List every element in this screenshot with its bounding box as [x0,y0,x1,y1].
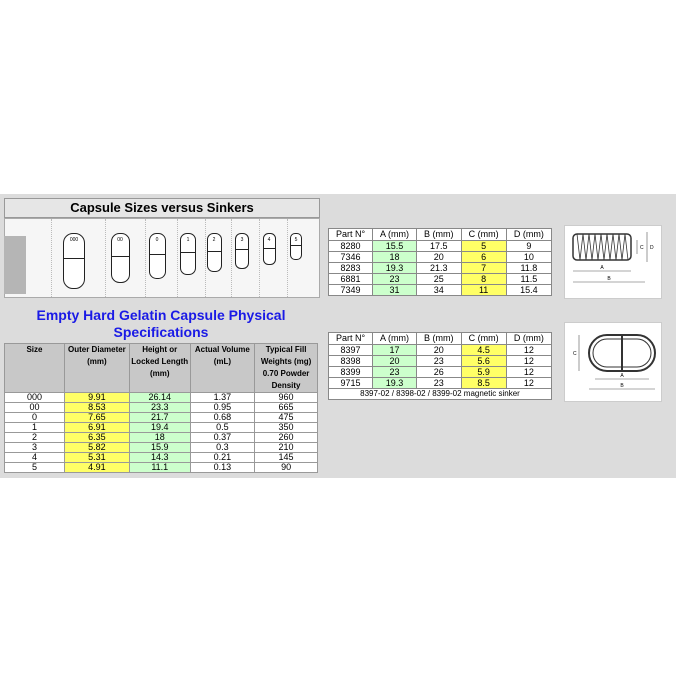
capsule-cell-divider [145,219,146,297]
spec-header-cell: Typical Fill Weights (mg) 0.70 Powder Density [255,344,318,393]
spiral-sinker-drawing [564,225,662,299]
spec-cell: 3 [5,443,65,453]
label-a: A [600,265,604,271]
spec-cell: 18 [129,433,190,443]
sinker-cell: 23 [373,367,417,378]
capsule-cell-divider [287,219,288,297]
sinker-cell: 8.5 [461,378,506,389]
spec-cell: 14.3 [129,453,190,463]
spec-cell: 0.68 [190,413,255,423]
sinker-cell: 20 [416,345,461,356]
sinker-cell: 18 [373,252,417,263]
label-c2: C [573,351,577,357]
sinker-cell: 20 [373,356,417,367]
sinker-cell: 6 [461,252,506,263]
spec-cell: 9.91 [64,393,129,403]
capsule-label: 5 [294,237,298,243]
sinker-cell: 15.4 [506,285,551,296]
capsule-band [236,249,248,250]
sinker-cell: 11.8 [506,263,551,274]
capsule-sizes-panel [4,218,320,298]
capsule-6 [263,233,276,265]
sinker-cell: 12 [506,345,551,356]
spec-cell: 26.14 [129,393,190,403]
spec-cell: 0.21 [190,453,255,463]
capsule-label: 1 [186,237,190,243]
spec-row [5,413,318,423]
sinker-cell: 21.3 [416,263,461,274]
sinker-cell: 19.3 [373,263,417,274]
spec-cell: 11.1 [129,463,190,473]
sinker-header-cell: Part N° [329,333,373,345]
gray-block [4,236,26,294]
spec-header-cell: Actual Volume (mL) [190,344,255,393]
sinker-cell: 8397 [329,345,373,356]
spec-cell: 5.31 [64,453,129,463]
spec-cell: 21.7 [129,413,190,423]
sinker-header-row [329,229,552,241]
sinker-row [329,285,552,296]
spec-header-cell: Height or Locked Length (mm) [129,344,190,393]
sinker-header-cell: A (mm) [373,229,417,241]
sinker-row [329,378,552,389]
capsule-7 [290,233,302,260]
spec-cell: 145 [255,453,318,463]
capsule-label: 0 [155,237,159,243]
spec-row [5,453,318,463]
sinker-note: 8397-02 / 8398-02 / 8399-02 magnetic sinker [329,389,552,400]
spec-cell: 0.95 [190,403,255,413]
sinker-cell: 8283 [329,263,373,274]
sinker-cell: 19.3 [373,378,417,389]
sinker-note-row [329,389,552,400]
capsule-1 [111,233,130,283]
capsule-label: 000 [69,237,79,243]
capsule-4 [207,233,222,272]
capsule-cell-divider [259,219,260,297]
spec-cell: 4.91 [64,463,129,473]
capsule-3 [180,233,196,275]
spec-cell: 7.65 [64,413,129,423]
sinker-row [329,263,552,274]
sinker-table-wire [328,332,552,400]
wire-sinker-drawing [564,322,662,402]
sinker-cell: 8399 [329,367,373,378]
spec-row [5,463,318,473]
capsule-cell-divider [231,219,232,297]
sinker-header-cell: B (mm) [416,229,461,241]
label-a2: A [620,373,624,379]
sinker-cell: 15.5 [373,241,417,252]
capsule-band [208,251,221,252]
sinker-cell: 23 [416,356,461,367]
label-d: D [650,245,654,251]
sinker-row [329,356,552,367]
sinker-cell: 12 [506,367,551,378]
sinker-cell: 12 [506,378,551,389]
sinker-header-cell: C (mm) [461,333,506,345]
capsule-spec-table [4,343,318,473]
spec-cell: 8.53 [64,403,129,413]
sinker-cell: 12 [506,356,551,367]
sinker-cell: 26 [416,367,461,378]
spec-header-cell: Outer Diameter (mm) [64,344,129,393]
sinker-cell: 25 [416,274,461,285]
spec-cell: 19.4 [129,423,190,433]
sinker-cell: 8 [461,274,506,285]
spec-cell: 00 [5,403,65,413]
label-b2: B [620,383,624,389]
sinker-row [329,241,552,252]
spec-cell: 000 [5,393,65,403]
spec-cell: 1.37 [190,393,255,403]
sinker-cell: 17.5 [416,241,461,252]
spec-cell: 4 [5,453,65,463]
sinker-cell: 8280 [329,241,373,252]
spec-cell: 350 [255,423,318,433]
spec-cell: 0.5 [190,423,255,433]
capsule-cell-divider [177,219,178,297]
spec-cell: 210 [255,443,318,453]
capsule-label: 4 [267,237,271,243]
capsule-0 [63,233,85,289]
sinker-header-cell: B (mm) [416,333,461,345]
spec-title: Empty Hard Gelatin Capsule Physical Specifications [36,307,286,340]
capsule-label: 00 [117,237,123,243]
capsule-2 [149,233,166,279]
spec-cell: 0.13 [190,463,255,473]
label-b: B [607,276,611,282]
sinker-cell: 6881 [329,274,373,285]
label-c: C [640,245,644,251]
sinker-header-cell: Part N° [329,229,373,241]
sinker-cell: 9715 [329,378,373,389]
capsule-5 [235,233,249,269]
spec-row [5,393,318,403]
sinker-header-cell: A (mm) [373,333,417,345]
spec-cell: 1 [5,423,65,433]
spec-cell: 960 [255,393,318,403]
capsule-band [150,254,165,255]
spec-cell: 15.9 [129,443,190,453]
sinker-cell: 17 [373,345,417,356]
sinker-cell: 31 [373,285,417,296]
sinker-cell: 11 [461,285,506,296]
sinker-cell: 23 [416,378,461,389]
sinker-header-cell: D (mm) [506,229,551,241]
spec-row [5,433,318,443]
spec-cell: 6.35 [64,433,129,443]
spec-cell: 2 [5,433,65,443]
sinker-cell: 9 [506,241,551,252]
spec-row [5,403,318,413]
sinker-header-cell: C (mm) [461,229,506,241]
sinker-cell: 5.6 [461,356,506,367]
spec-cell: 0.3 [190,443,255,453]
sinker-cell: 7346 [329,252,373,263]
spec-cell: 665 [255,403,318,413]
capsule-cell-divider [205,219,206,297]
spec-cell: 260 [255,433,318,443]
spec-row [5,423,318,433]
capsule-cell-divider [51,219,52,297]
page-title: Capsule Sizes versus Sinkers [4,198,320,218]
capsule-band [291,245,301,246]
sinker-header-cell: D (mm) [506,333,551,345]
capsule-band [64,258,84,259]
sinker-cell: 7349 [329,285,373,296]
sinker-cell: 7 [461,263,506,274]
spec-cell: 23.3 [129,403,190,413]
spec-cell: 0 [5,413,65,423]
sinker-cell: 10 [506,252,551,263]
spec-cell: 475 [255,413,318,423]
capsule-band [264,248,275,249]
sinker-row [329,252,552,263]
sinker-cell: 8398 [329,356,373,367]
spec-header-cell: Size [5,344,65,393]
spec-cell: 5 [5,463,65,473]
capsule-label: 3 [240,237,244,243]
sinker-row [329,274,552,285]
spec-header-row [5,344,318,393]
spec-cell: 90 [255,463,318,473]
capsule-cell-divider [105,219,106,297]
spec-cell: 0.37 [190,433,255,443]
sinker-cell: 23 [373,274,417,285]
sinker-cell: 20 [416,252,461,263]
capsule-band [181,252,195,253]
sinker-cell: 4.5 [461,345,506,356]
sinker-row [329,345,552,356]
sinker-header-row [329,333,552,345]
capsule-label: 2 [212,237,216,243]
sinker-cell: 5.9 [461,367,506,378]
spec-cell: 6.91 [64,423,129,433]
sinker-cell: 34 [416,285,461,296]
capsule-band [112,256,129,257]
sinker-cell: 5 [461,241,506,252]
spec-cell: 5.82 [64,443,129,453]
spec-row [5,443,318,453]
sinker-row [329,367,552,378]
sinker-table-spiral [328,228,552,296]
sinker-cell: 11.5 [506,274,551,285]
